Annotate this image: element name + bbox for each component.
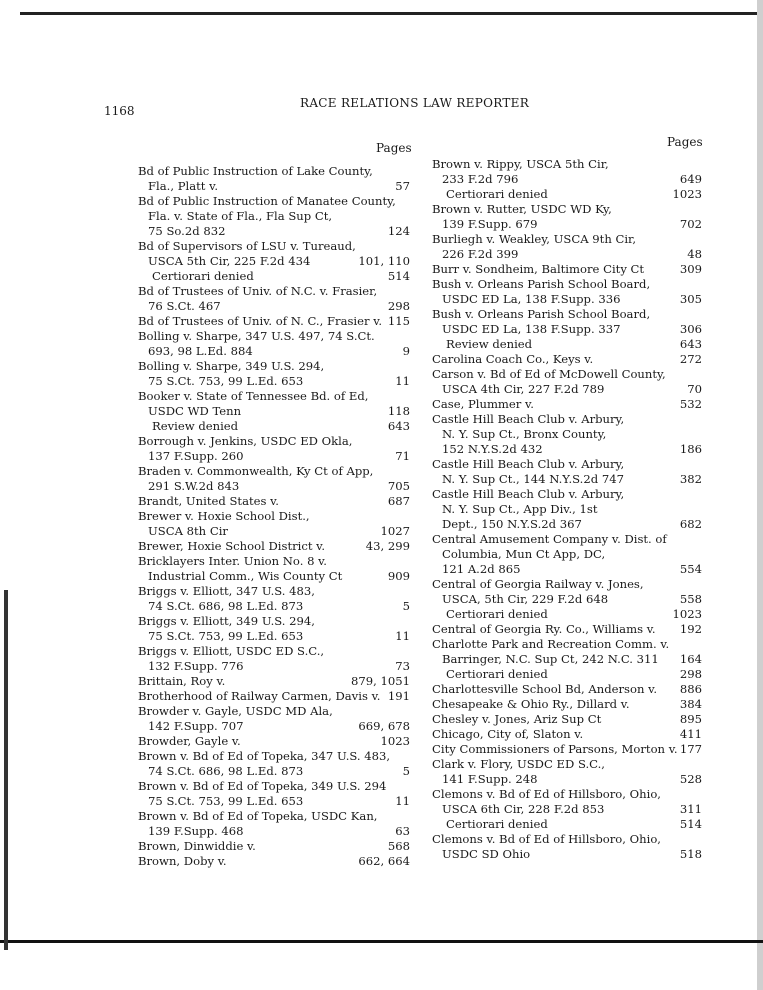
entry-pages: 101, 110 [358, 254, 410, 268]
entry-citation: N. Y. Sup Ct., Bronx County, [442, 427, 607, 441]
entry-title: Bd of Trustees of Univ. of N. C., Frasier v. [138, 314, 383, 328]
entry-pages: 311 [679, 802, 702, 816]
index-entry [138, 689, 410, 704]
entry-title: Charlotte Park and Recreation Comm. v. [432, 637, 670, 651]
index-entry [138, 329, 410, 359]
index-entry [138, 284, 410, 314]
entry-citation: 233 F.2d 796 [442, 172, 519, 186]
entry-citation: 141 F.Supp. 248 [442, 772, 538, 786]
entry-pages: 118 [387, 404, 410, 418]
index-entry [432, 832, 702, 862]
index-entry [432, 577, 702, 607]
index-entry [138, 314, 410, 329]
entry-pages: 879, 1051 [350, 674, 410, 688]
entry-citation: USDC ED La, 138 F.Supp. 336 [442, 292, 621, 306]
entry-pages: 48 [687, 247, 702, 261]
index-entry [432, 712, 702, 727]
index-entry [432, 697, 702, 712]
entry-citation: Fla. v. State of Fla., Fla Sup Ct, [148, 209, 333, 223]
entry-citation: Dept., 150 N.Y.S.2d 367 [442, 517, 582, 531]
index-entry [138, 509, 410, 539]
entry-title: Bricklayers Inter. Union No. 8 v. [138, 554, 327, 568]
entry-pages: 115 [387, 314, 410, 328]
page-number: 1168 [104, 104, 135, 118]
entry-pages: 1023 [672, 607, 702, 621]
entry-citation: 152 N.Y.S.2d 432 [442, 442, 543, 456]
index-entry [432, 412, 702, 457]
entry-pages: 5 [402, 764, 410, 778]
entry-pages: 186 [679, 442, 702, 456]
index-entry [138, 419, 410, 434]
entry-pages: 649 [679, 172, 702, 186]
entry-pages: 382 [679, 472, 702, 486]
index-entry [432, 277, 702, 307]
entry-citation: 139 F.Supp. 468 [148, 824, 244, 838]
entry-title: Brewer, Hoxie School District v. [138, 539, 326, 553]
index-entry [432, 187, 702, 202]
index-entry [138, 359, 410, 389]
entry-title: Carson v. Bd of Ed of McDowell County, [432, 367, 666, 381]
entry-title: Certiorari denied [446, 607, 548, 621]
entry-citation: N. Y. Sup Ct., App Div., 1st [442, 502, 598, 516]
entry-citation: 693, 98 L.Ed. 884 [148, 344, 253, 358]
entry-title: Certiorari denied [446, 187, 548, 201]
entry-citation: 75 S.Ct. 753, 99 L.Ed. 653 [148, 629, 304, 643]
index-entry [432, 307, 702, 337]
entry-pages: 309 [679, 262, 702, 276]
index-entry [138, 194, 410, 239]
entry-title: Brotherhood of Railway Carmen, Davis v. [138, 689, 381, 703]
entry-title: Central of Georgia Railway v. Jones, [432, 577, 644, 591]
entry-citation: Barringer, N.C. Sup Ct, 242 N.C. 311 [442, 652, 659, 666]
entry-citation: 76 S.Ct. 467 [148, 299, 221, 313]
index-entry [138, 749, 410, 779]
entry-pages: 384 [679, 697, 702, 711]
entry-title: Chesapeake & Ohio Ry., Dillard v. [432, 697, 630, 711]
index-entry [138, 539, 410, 554]
index-entry [138, 464, 410, 494]
entry-pages: 895 [679, 712, 702, 726]
entry-title: Certiorari denied [446, 817, 548, 831]
entry-pages: 305 [679, 292, 702, 306]
index-entry [432, 727, 702, 742]
index-entry [432, 637, 702, 667]
index-entry [432, 787, 702, 817]
entry-pages: 192 [679, 622, 702, 636]
entry-title: Browder, Gayle v. [138, 734, 241, 748]
index-entry [138, 584, 410, 614]
entry-title: Brittain, Roy v. [138, 674, 226, 688]
entry-pages: 306 [679, 322, 702, 336]
entry-pages: 11 [395, 629, 410, 643]
entry-title: Chesley v. Jones, Ariz Sup Ct [432, 712, 602, 726]
entry-title: Charlottesville School Bd, Anderson v. [432, 682, 658, 696]
index-entry [138, 734, 410, 749]
entry-title: Braden v. Commonwealth, Ky Ct of App, [138, 464, 374, 478]
index-entry [432, 757, 702, 787]
entry-citation: 132 F.Supp. 776 [148, 659, 244, 673]
entry-pages: 5 [402, 599, 410, 613]
index-entry [138, 239, 410, 269]
entry-title: Bush v. Orleans Parish School Board, [432, 277, 651, 291]
entry-title: Brown v. Rutter, USDC WD Ky, [432, 202, 612, 216]
entry-pages: 886 [679, 682, 702, 696]
index-entry [138, 839, 410, 854]
entry-pages: 568 [387, 839, 410, 853]
index-entry [138, 674, 410, 689]
entry-pages: 124 [387, 224, 410, 238]
index-entry [432, 607, 702, 622]
entry-pages: 687 [387, 494, 410, 508]
entry-title: Burr v. Sondheim, Baltimore City Ct [432, 262, 645, 276]
entry-title: Brown v. Rippy, USCA 5th Cir, [432, 157, 609, 171]
entry-pages: 43, 299 [365, 539, 410, 553]
entry-title: Brown v. Bd of Ed of Topeka, USDC Kan, [138, 809, 378, 823]
entry-citation: 121 A.2d 865 [442, 562, 521, 576]
entry-title: Brown v. Bd of Ed of Topeka, 349 U.S. 294 [138, 779, 387, 793]
entry-citation: USCA 4th Cir, 227 F.2d 789 [442, 382, 605, 396]
entry-pages: 518 [679, 847, 702, 861]
index-entry [138, 779, 410, 809]
entry-title: Clemons v. Bd of Ed of Hillsboro, Ohio, [432, 832, 661, 846]
index-entry [432, 622, 702, 637]
entry-title: Bolling v. Sharpe, 347 U.S. 497, 74 S.Ct. [138, 329, 375, 343]
left-pages-heading: Pages [376, 141, 412, 155]
entry-pages: 191 [387, 689, 410, 703]
index-entry [138, 854, 410, 869]
entry-title: Bd of Trustees of Univ. of N.C. v. Frasier, [138, 284, 378, 298]
entry-pages: 57 [395, 179, 410, 193]
entry-title: Bolling v. Sharpe, 349 U.S. 294, [138, 359, 325, 373]
entry-pages: 909 [387, 569, 410, 583]
entry-pages: 643 [679, 337, 702, 351]
index-entry [138, 164, 410, 194]
entry-title: Bush v. Orleans Parish School Board, [432, 307, 651, 321]
entry-pages: 682 [679, 517, 702, 531]
entry-pages: 11 [395, 794, 410, 808]
left-index-column [138, 164, 410, 869]
entry-pages: 558 [679, 592, 702, 606]
entry-pages: 702 [679, 217, 702, 231]
entry-citation: 75 S.Ct. 753, 99 L.Ed. 653 [148, 374, 304, 388]
right-pages-heading: Pages [667, 135, 703, 149]
entry-citation: USCA, 5th Cir, 229 F.2d 648 [442, 592, 609, 606]
entry-title: Carolina Coach Co., Keys v. [432, 352, 594, 366]
entry-citation: USDC ED La, 138 F.Supp. 337 [442, 322, 621, 336]
scan-edge-top [20, 0, 763, 15]
index-entry [138, 554, 410, 584]
entry-title: Brewer v. Hoxie School Dist., [138, 509, 310, 523]
entry-title: Brown, Doby v. [138, 854, 227, 868]
entry-citation: 137 F.Supp. 260 [148, 449, 244, 463]
index-entry [432, 682, 702, 697]
entry-pages: 662, 664 [358, 854, 410, 868]
running-head: RACE RELATIONS LAW REPORTER [300, 96, 530, 110]
index-entry [432, 532, 702, 577]
entry-pages: 669, 678 [358, 719, 410, 733]
index-entry [138, 644, 410, 674]
entry-citation: 226 F.2d 399 [442, 247, 519, 261]
scan-edge-left [4, 590, 8, 950]
entry-citation: USCA 5th Cir, 225 F.2d 434 [148, 254, 311, 268]
entry-pages: 554 [679, 562, 702, 576]
entry-citation: Columbia, Mun Ct App, DC, [442, 547, 606, 561]
entry-citation: USCA 6th Cir, 228 F.2d 853 [442, 802, 605, 816]
entry-pages: 514 [387, 269, 410, 283]
right-index-column [432, 157, 702, 862]
entry-title: Central of Georgia Ry. Co., Williams v. [432, 622, 656, 636]
scan-edge-bottom [0, 940, 763, 965]
entry-title: Booker v. State of Tennessee Bd. of Ed, [138, 389, 369, 403]
index-entry [432, 232, 702, 262]
entry-title: Certiorari denied [446, 667, 548, 681]
index-entry [432, 457, 702, 487]
entry-title: Castle Hill Beach Club v. Arbury, [432, 487, 625, 501]
entry-citation: USDC WD Tenn [148, 404, 242, 418]
entry-title: Castle Hill Beach Club v. Arbury, [432, 412, 625, 426]
entry-pages: 411 [679, 727, 702, 741]
entry-pages: 514 [679, 817, 702, 831]
index-entry [432, 337, 702, 352]
scan-edge-right [757, 0, 763, 990]
entry-citation: 142 F.Supp. 707 [148, 719, 244, 733]
entry-title: Clark v. Flory, USDC ED S.C., [432, 757, 605, 771]
entry-title: Briggs v. Elliott, 347 U.S. 483, [138, 584, 315, 598]
index-entry [432, 202, 702, 232]
index-entry [138, 389, 410, 419]
index-entry [432, 817, 702, 832]
entry-title: Central Amusement Company v. Dist. of [432, 532, 667, 546]
entry-pages: 73 [395, 659, 410, 673]
entry-pages: 298 [387, 299, 410, 313]
index-entry [432, 352, 702, 367]
entry-citation: N. Y. Sup Ct., 144 N.Y.S.2d 747 [442, 472, 624, 486]
entry-pages: 705 [387, 479, 410, 493]
entry-title: Clemons v. Bd of Ed of Hillsboro, Ohio, [432, 787, 661, 801]
entry-pages: 1023 [380, 734, 410, 748]
index-entry [138, 704, 410, 734]
entry-pages: 63 [395, 824, 410, 838]
entry-title: Chicago, City of, Slaton v. [432, 727, 584, 741]
entry-pages: 643 [387, 419, 410, 433]
index-entry [432, 367, 702, 397]
entry-pages: 272 [679, 352, 702, 366]
entry-title: Burliegh v. Weakley, USCA 9th Cir, [432, 232, 637, 246]
entry-title: Bd of Public Instruction of Lake County, [138, 164, 373, 178]
entry-pages: 71 [395, 449, 410, 463]
index-entry [432, 397, 702, 412]
entry-pages: 9 [402, 344, 410, 358]
entry-pages: 528 [679, 772, 702, 786]
entry-pages: 298 [679, 667, 702, 681]
index-entry [138, 494, 410, 509]
index-entry [432, 262, 702, 277]
entry-title: Bd of Public Instruction of Manatee County, [138, 194, 396, 208]
entry-citation: 75 S.Ct. 753, 99 L.Ed. 653 [148, 794, 304, 808]
entry-pages: 532 [679, 397, 702, 411]
entry-title: Borrough v. Jenkins, USDC ED Okla, [138, 434, 353, 448]
entry-title: Brandt, United States v. [138, 494, 279, 508]
entry-title: Browder v. Gayle, USDC MD Ala, [138, 704, 333, 718]
entry-citation: 139 F.Supp. 679 [442, 217, 538, 231]
entry-citation: 74 S.Ct. 686, 98 L.Ed. 873 [148, 599, 304, 613]
entry-pages: 1023 [672, 187, 702, 201]
index-entry [432, 742, 702, 757]
index-entry [138, 809, 410, 839]
entry-pages: 1027 [380, 524, 410, 538]
entry-title: Review denied [446, 337, 533, 351]
index-entry [138, 269, 410, 284]
entry-citation: Fla., Platt v. [148, 179, 219, 193]
index-entry [138, 614, 410, 644]
entry-title: Bd of Supervisors of LSU v. Tureaud, [138, 239, 356, 253]
entry-pages: 177 [679, 742, 702, 756]
index-entry [432, 157, 702, 187]
entry-title: Case, Plummer v. [432, 397, 534, 411]
entry-title: City Commissioners of Parsons, Morton v. [432, 742, 678, 756]
entry-citation: 75 So.2d 832 [148, 224, 226, 238]
entry-pages: 164 [679, 652, 702, 666]
entry-citation: USCA 8th Cir [148, 524, 228, 538]
entry-title: Briggs v. Elliott, USDC ED S.C., [138, 644, 325, 658]
entry-pages: 11 [395, 374, 410, 388]
entry-title: Certiorari denied [152, 269, 254, 283]
entry-citation: 74 S.Ct. 686, 98 L.Ed. 873 [148, 764, 304, 778]
index-entry [138, 434, 410, 464]
entry-title: Castle Hill Beach Club v. Arbury, [432, 457, 625, 471]
entry-citation: 291 S.W.2d 843 [148, 479, 240, 493]
entry-citation: USDC SD Ohio [442, 847, 531, 861]
entry-title: Briggs v. Elliott, 349 U.S. 294, [138, 614, 315, 628]
entry-pages: 70 [687, 382, 702, 396]
index-entry [432, 487, 702, 532]
entry-title: Brown v. Bd of Ed of Topeka, 347 U.S. 483, [138, 749, 391, 763]
entry-citation: Industrial Comm., Wis County Ct [148, 569, 343, 583]
entry-title: Brown, Dinwiddie v. [138, 839, 256, 853]
index-entry [432, 667, 702, 682]
entry-title: Review denied [152, 419, 239, 433]
